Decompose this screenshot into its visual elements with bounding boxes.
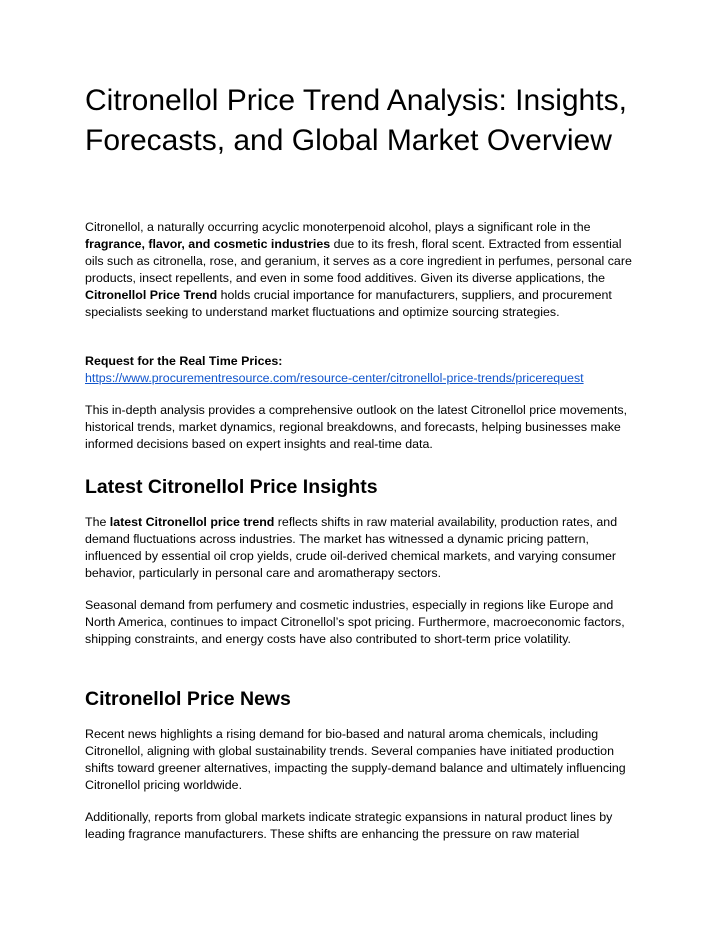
intro-bold-1: fragrance, flavor, and cosmetic industries [85, 237, 331, 252]
insights-paragraph-1 [85, 514, 637, 582]
insights-text-1: The [85, 515, 110, 529]
intro-paragraph [85, 219, 637, 322]
intro-text-2: due to its fresh, floral scent. Extracted from essential oils such as citronella, rose, and geranium, it serves as a core ingredient in perfumes, personal care products, insect repellents, and even in some food additives. Given its diverse applications, the [85, 237, 632, 286]
section-heading-latest-insights: Latest Citronellol Price Insights [85, 476, 378, 498]
section-heading-price-news: Citronellol Price News [85, 688, 291, 710]
request-label: Request for the Real Time Prices: [85, 354, 283, 368]
insights-text-2: reflects shifts in raw material availability, production rates, and demand fluctuations across industries. The market has witnessed a dynamic pricing pattern, influenced by essential oil crop yields, crude oil-derived chemical markets, and varying consumer behavior, particularly in personal care and aromatherapy sectors. [85, 515, 618, 581]
news-paragraph-2: Additionally, reports from global markets indicate strategic expansions in natural product lines by leading fragrance manufacturers. These shifts are enhancing the pressure on raw material [85, 810, 613, 842]
intro-bold-2: Citronellol Price Trend [85, 288, 218, 303]
insights-bold-1: latest Citronellol price trend [109, 515, 275, 529]
intro-text-3: holds crucial importance for manufacturers, suppliers, and procurement specialists seeking to understand market fluctuations and optimize sourcing strategies. [85, 288, 612, 320]
news-paragraph-1: Recent news highlights a rising demand for bio-based and natural aroma chemicals, including Citronellol, aligning with global sustainability trends. Several companies have initiated production shifts toward greener alternatives, impacting the supply-demand balance and ultimately influencing Citronellol pricing worldwide. [85, 727, 626, 793]
overview-paragraph: This in-depth analysis provides a comprehensive outlook on the latest Citronellol price movements, historical trends, market dynamics, regional breakdowns, and forecasts, helping businesses make informed decisions based on expert insights and real-time data. [85, 403, 628, 452]
page-title: Citronellol Price Trend Analysis: Insights, Forecasts, and Global Market Overview [85, 84, 627, 157]
request-paragraph [85, 353, 637, 387]
intro-text-1: Citronellol, a naturally occurring acyclic monoterpenoid alcohol, plays a significant role in the [85, 220, 591, 234]
price-request-link[interactable]: https://www.procurementresource.com/resource-center/citronellol-price-trends/pricerequest [85, 371, 584, 386]
insights-paragraph-2: Seasonal demand from perfumery and cosmetic industries, especially in regions like Europe and North America, continues to impact Citronellol’s spot pricing. Furthermore, macroeconomic factors, shipping constraints, and energy costs have also contributed to short-term price volatility. [85, 598, 625, 647]
